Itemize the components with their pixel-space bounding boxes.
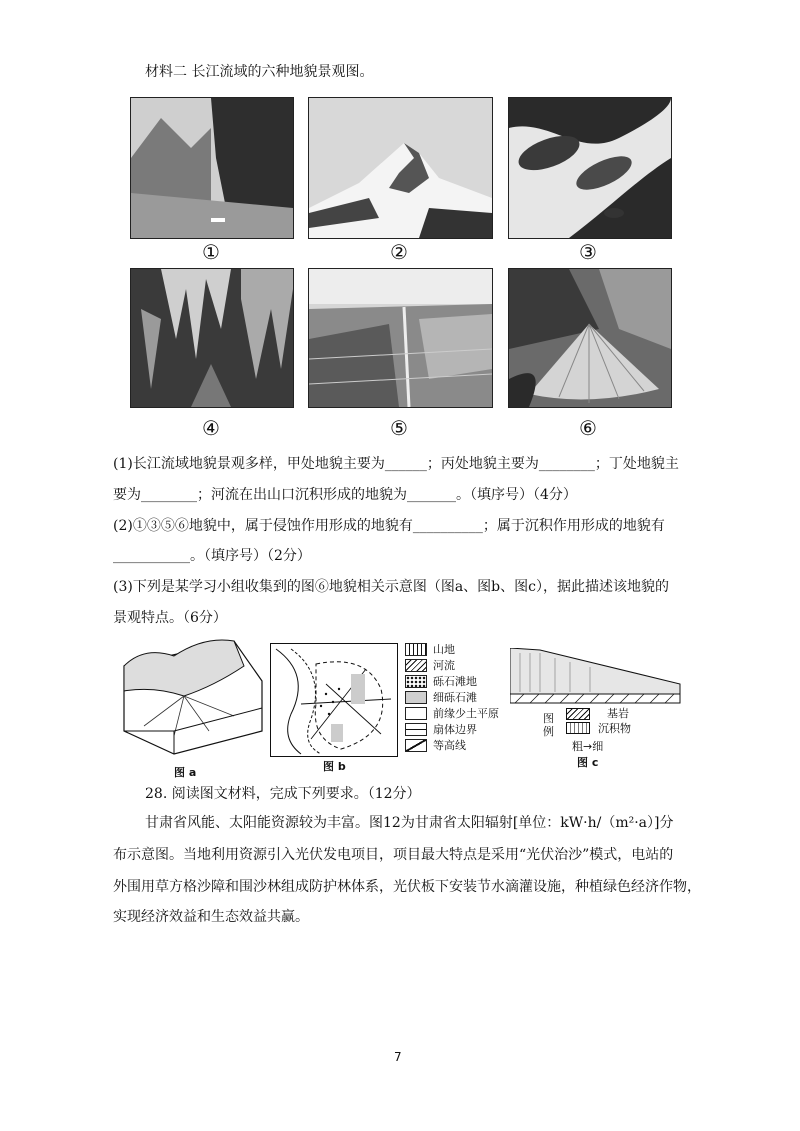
legend-b-item-contour: 等高线 xyxy=(405,737,466,753)
question-2-line-2: ___________。（填序号）（2分） xyxy=(113,548,311,564)
question-3-line-2: 景观特点。（6分） xyxy=(113,610,227,626)
legend-c-grain-arrow: 粗→细 xyxy=(572,740,604,753)
photo-snow-mountain xyxy=(308,97,493,239)
question-28-para-line-1: 甘肃省风能、太阳能资源较为丰富。图12为甘肃省太阳辐射[单位：kW·h/（m²·a）]分 xyxy=(145,815,674,831)
legend-b-item-mountain: 山地 xyxy=(405,641,455,657)
figure-c-caption: 图 c xyxy=(577,756,599,769)
question-1-line-2: 要为________；河流在出山口沉积形成的地貌为_______。（填序号）（4分） xyxy=(113,487,577,503)
photo-plain-fields xyxy=(308,268,493,408)
question-2-line-1: (2)①③⑤⑥地貌中，属于侵蚀作用形成的地貌有__________；属于沉积作用形成的地貌有 xyxy=(113,518,665,534)
question-28-para-line-4: 实现经济效益和生态效益共赢。 xyxy=(113,909,309,925)
photo-number-1: ① xyxy=(202,240,220,264)
photo-number-2: ② xyxy=(390,240,408,264)
material-heading: 材料二 长江流域的六种地貌景观图。 xyxy=(145,64,374,80)
page-number: 7 xyxy=(394,1050,402,1064)
legend-c-title: 图例 xyxy=(543,712,554,738)
legend-c-sediment-swatch xyxy=(566,722,590,734)
photo-number-4: ④ xyxy=(202,416,220,440)
photo-number-3: ③ xyxy=(579,240,597,264)
legend-c-sediment-label: 沉积物 xyxy=(598,722,631,735)
legend-b-item-river: 河流 xyxy=(405,657,455,673)
figure-b-map xyxy=(270,643,398,757)
legend-b-item-gravel-beach: 砾石滩地 xyxy=(405,673,477,689)
question-28-para-line-2: 布示意图。当地利用资源引入光伏发电项目，项目最大特点是采用“光伏治沙”模式，电站的 xyxy=(113,847,674,863)
question-1-line-1: (1)长江流域地貌景观多样，甲处地貌主要为______；丙处地貌主要为________；丁处地貌主 xyxy=(113,456,679,472)
legend-b-item-front-plain: 前缘少土平原 xyxy=(405,705,499,721)
legend-c-bedrock-label: 基岩 xyxy=(607,707,629,720)
photo-number-5: ⑤ xyxy=(390,416,408,440)
legend-b-item-fine-gravel: 细砾石滩 xyxy=(405,689,477,705)
figure-a-caption: 图 a xyxy=(174,766,197,779)
question-28-para-line-3: 外围用草方格沙障和围沙林组成防护林体系，光伏板下安装节水滴灌设施，种植绿色经济作物， xyxy=(113,879,701,895)
photo-alluvial-fan xyxy=(508,268,672,408)
question-28-heading: 28. 阅读图文材料，完成下列要求。（12分） xyxy=(145,786,421,802)
photo-river-islands xyxy=(508,97,672,239)
photo-number-6: ⑥ xyxy=(579,416,597,440)
legend-c-bedrock-swatch xyxy=(566,708,590,720)
photo-karst-cave xyxy=(130,268,294,408)
figure-c-cross-section xyxy=(510,648,682,704)
figure-b-caption: 图 b xyxy=(323,760,346,773)
question-3-line-1: (3)下列是某学习小组收集到的图⑥地貌相关示意图（图a、图b、图c），据此描述该地貌的 xyxy=(113,579,669,595)
legend-b-item-fan-boundary: 扇体边界 xyxy=(405,721,477,737)
figure-a-block-diagram xyxy=(114,636,264,760)
photo-gorge xyxy=(130,97,294,239)
